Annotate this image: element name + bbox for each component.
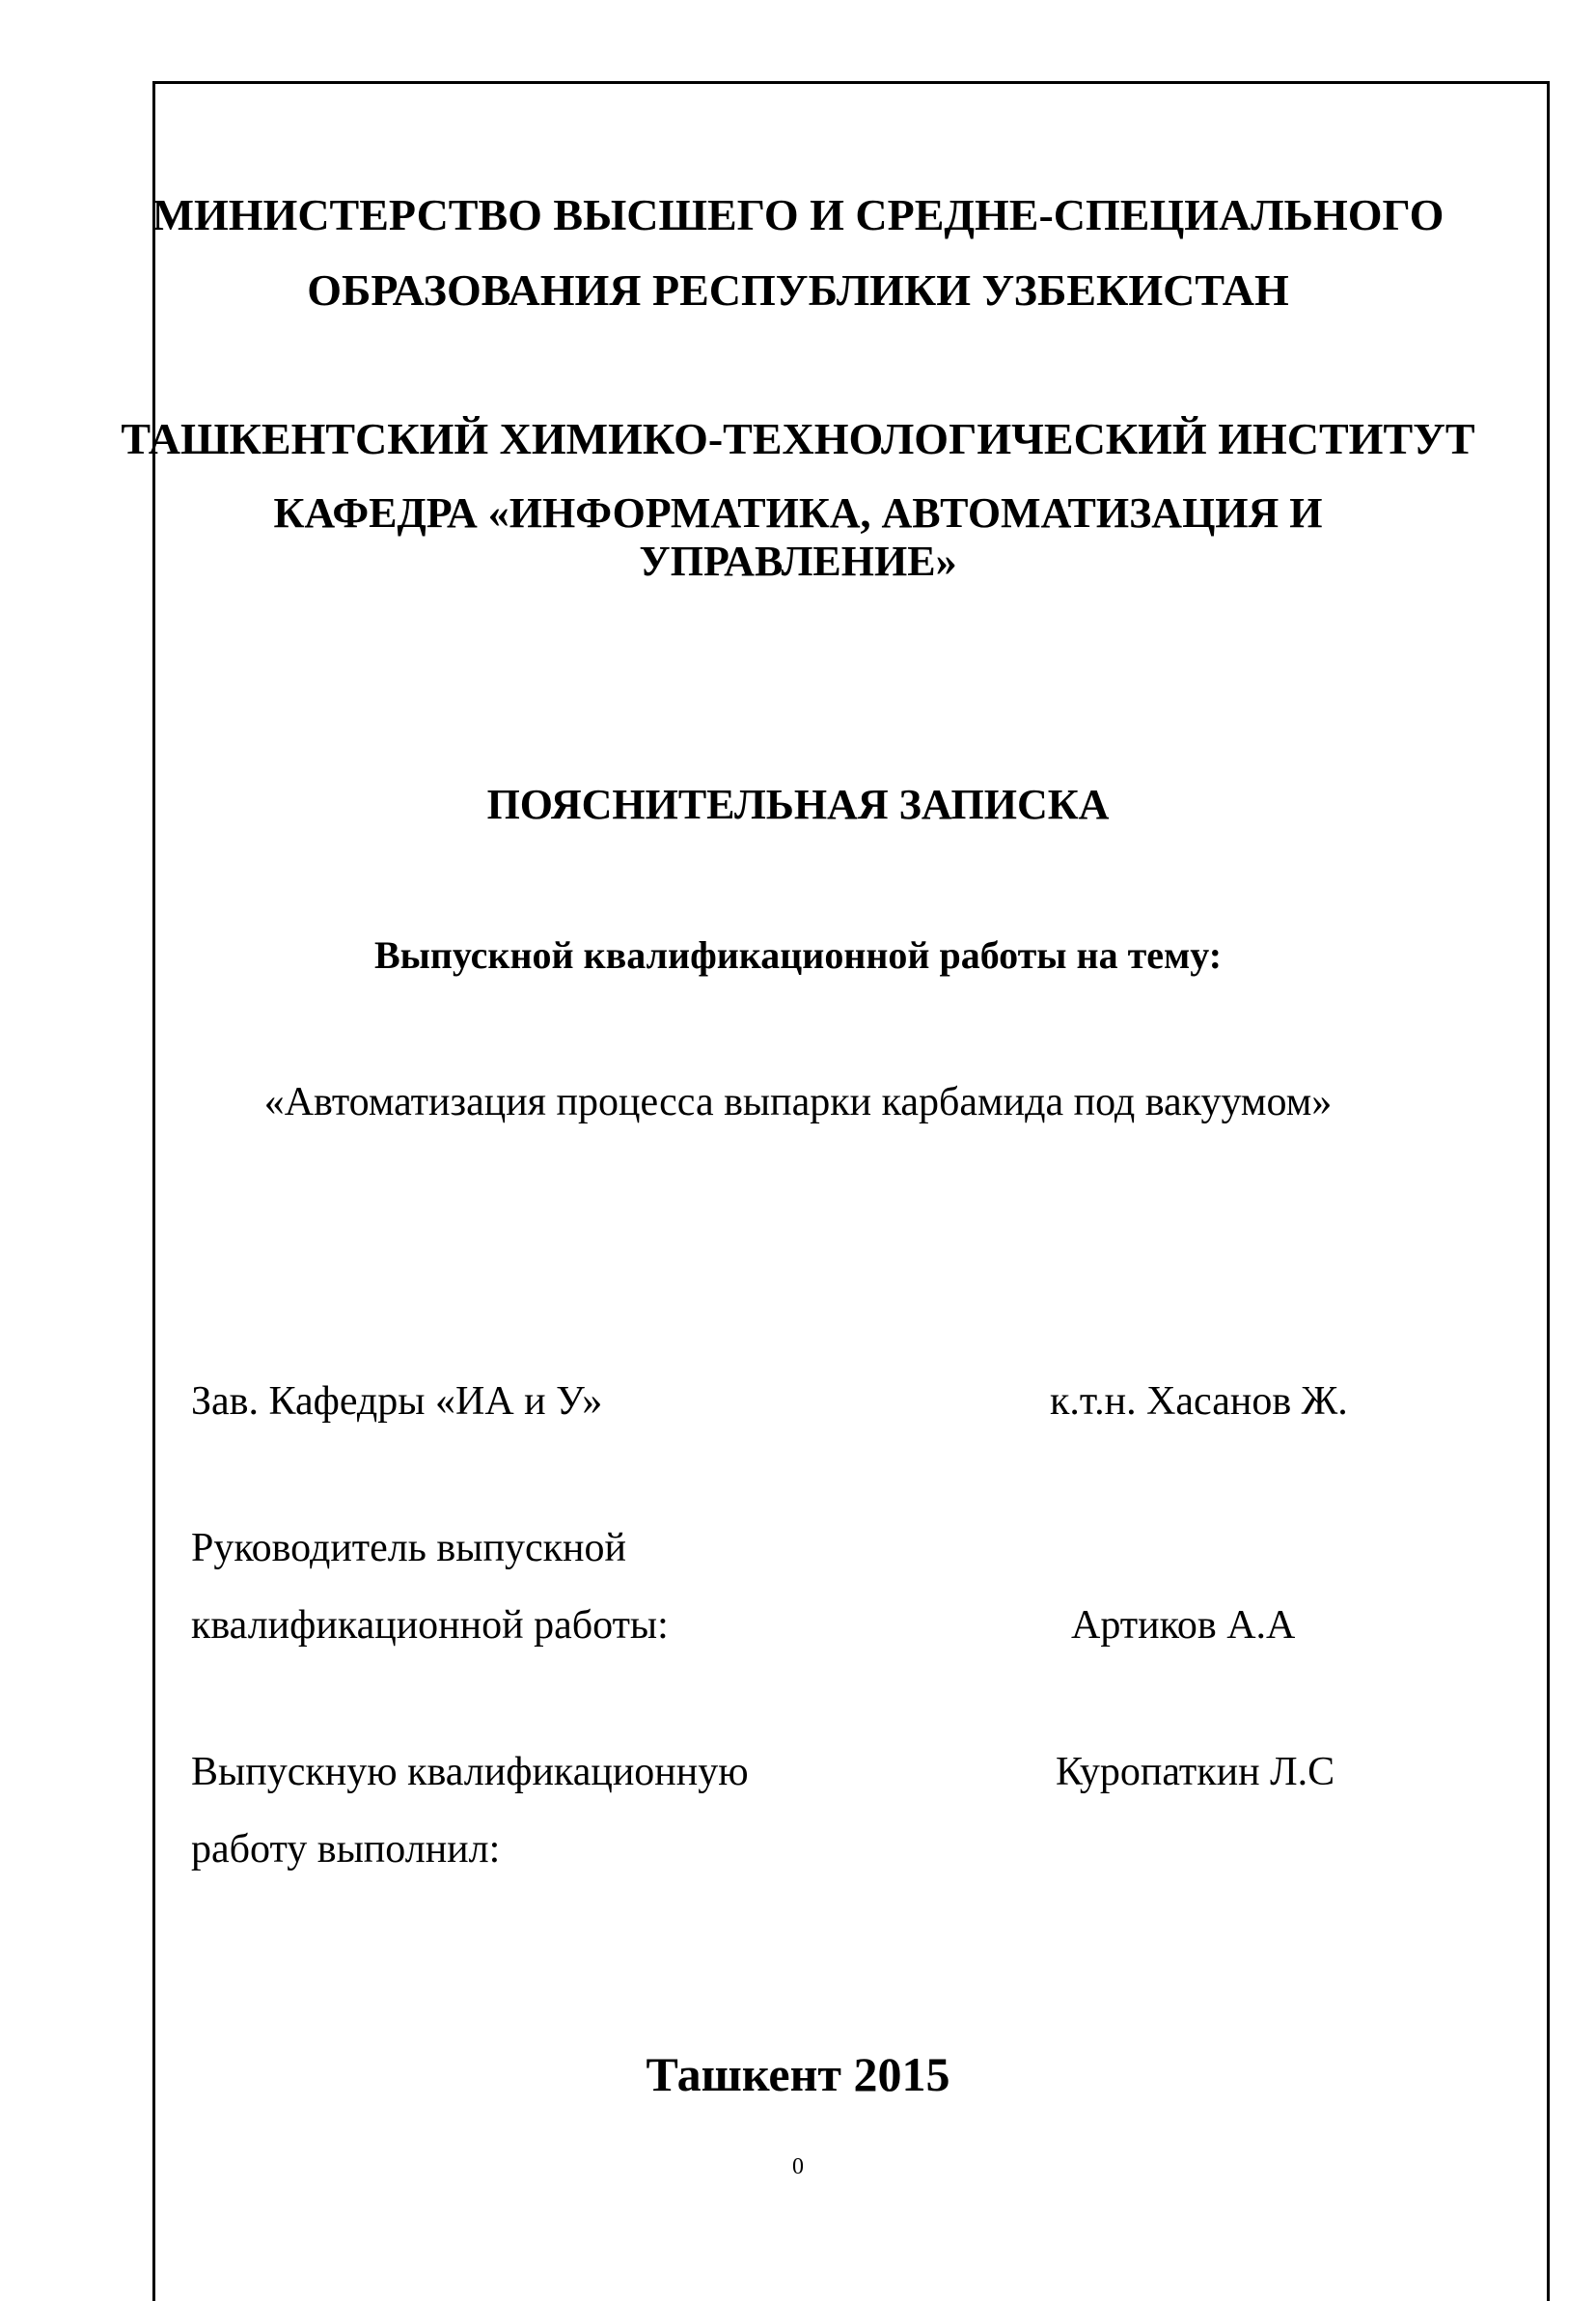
- supervisor-name: Артиков А.А: [1071, 1603, 1296, 1648]
- institute-name: ТАШКЕНТСКИЙ ХИМИКО-ТЕХНОЛОГИЧЕСКИЙ ИНСТИТУТ: [121, 414, 1475, 463]
- supervisor-label-line-2: квалификационной работы:: [191, 1603, 669, 1648]
- author-name: Куропаткин Л.С: [1056, 1750, 1335, 1794]
- author-label-line-2: работу выполнил:: [191, 1827, 501, 1871]
- supervisor-label-line-1: Руководитель выпускной: [191, 1526, 626, 1570]
- page-number: 0: [792, 2154, 804, 2179]
- ministry-line-1: МИНИСТЕРСТВО ВЫСШЕГО И СРЕДНЕ-СПЕЦИАЛЬНОГО: [151, 190, 1445, 239]
- thesis-topic: «Автоматизация процесса выпарки карбамида под вакуумом»: [263, 1080, 1333, 1124]
- document-title: ПОЯСНИТЕЛЬНАЯ ЗАПИСКА: [486, 781, 1110, 828]
- head-of-department-name: к.т.н. Хасанов Ж.: [1050, 1379, 1348, 1424]
- head-of-department-label: Зав. Кафедры «ИА и У»: [191, 1379, 603, 1424]
- department-line-1: КАФЕДРА «ИНФОРМАТИКА, АВТОМАТИЗАЦИЯ И: [273, 489, 1323, 537]
- department-line-2: УПРАВЛЕНИЕ»: [639, 538, 957, 585]
- author-label-line-1: Выпускную квалификационную: [191, 1750, 749, 1794]
- document-subtitle: Выпускной квалификационной работы на тему:: [373, 933, 1223, 977]
- ministry-line-2: ОБРАЗОВАНИЯ РЕСПУБЛИКИ УЗБЕКИСТАН: [307, 265, 1289, 315]
- city-year: Ташкент 2015: [646, 2047, 950, 2101]
